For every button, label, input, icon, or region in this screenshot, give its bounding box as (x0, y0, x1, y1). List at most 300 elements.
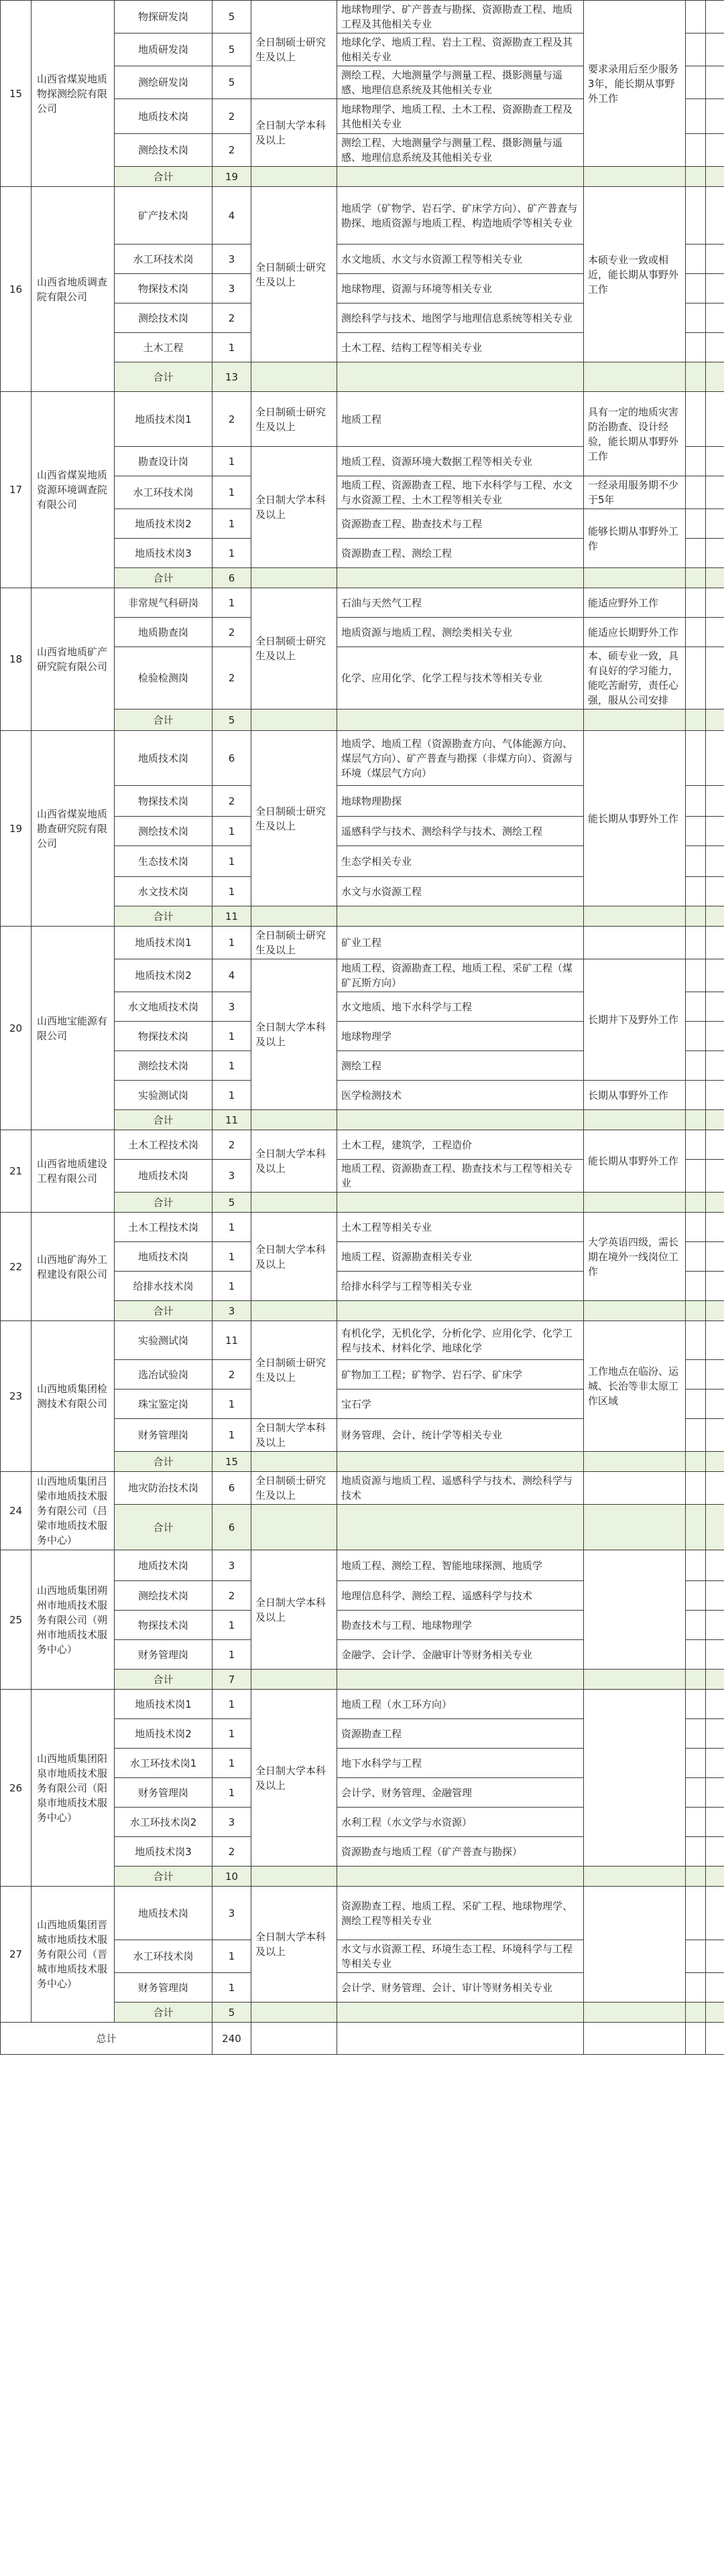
major-requirement: 测绘工程、大地测量学与测量工程、摄影测量与遥感、地理信息系统及其他相关专业 (337, 66, 584, 99)
post-count: 1 (213, 1081, 251, 1110)
blank-cell (706, 1360, 724, 1389)
blank-cell (706, 167, 724, 187)
subtotal-label: 合计 (115, 167, 213, 187)
blank-cell (251, 1867, 337, 1887)
blank-cell (706, 2023, 724, 2055)
post-count: 1 (213, 588, 251, 618)
subtotal-value: 15 (213, 1452, 251, 1472)
post-count: 2 (213, 1837, 251, 1867)
blank-cell (251, 2023, 337, 2055)
post-count: 5 (213, 33, 251, 66)
major-requirement: 地质工程（水工环方向） (337, 1690, 584, 1719)
post-count: 2 (213, 99, 251, 134)
major-requirement: 石油与天然气工程 (337, 588, 584, 618)
group-number: 18 (1, 588, 32, 731)
unit-name: 山西地宝能源有限公司 (32, 927, 115, 1130)
major-requirement: 地球物理学 (337, 1022, 584, 1051)
post-name: 物探技术岗 (115, 1611, 213, 1640)
major-requirement: 矿物加工工程；矿物学、岩石学、矿床学 (337, 1360, 584, 1389)
blank-cell (686, 1081, 706, 1110)
blank-cell (706, 1690, 724, 1719)
major-requirement: 测绘科学与技术、地图学与地理信息系统等相关专业 (337, 303, 584, 333)
post-name: 测绘研发岗 (115, 66, 213, 99)
post-name: 地质技术岗 (115, 1550, 213, 1581)
other-requirement: 长期井下及野外工作 (584, 959, 686, 1081)
post-name: 地质技术岗2 (115, 959, 213, 992)
post-count: 4 (213, 187, 251, 245)
post-name: 水文技术岗 (115, 877, 213, 906)
post-count: 5 (213, 66, 251, 99)
blank-cell (686, 362, 706, 392)
table-row (1, 1, 724, 33)
blank-cell (706, 66, 724, 99)
blank-cell (686, 1778, 706, 1808)
other-requirement: 能适应野外工作 (584, 588, 686, 618)
post-count: 4 (213, 959, 251, 992)
blank-cell (686, 1110, 706, 1130)
blank-cell (686, 1808, 706, 1837)
blank-cell (706, 1389, 724, 1419)
subtotal-value: 13 (213, 362, 251, 392)
blank-cell (686, 1193, 706, 1213)
post-name: 实验测试岗 (115, 1321, 213, 1360)
post-count: 6 (213, 1472, 251, 1505)
blank-cell (686, 1581, 706, 1611)
subtotal-value: 11 (213, 1110, 251, 1130)
subtotal-label: 合计 (115, 568, 213, 588)
blank-cell (686, 1887, 706, 1940)
blank-cell (584, 1867, 686, 1887)
post-count: 3 (213, 1550, 251, 1581)
blank-cell (251, 906, 337, 927)
blank-cell (686, 187, 706, 245)
major-requirement: 地球物理勘探 (337, 786, 584, 817)
post-count: 3 (213, 1808, 251, 1837)
blank-cell (706, 539, 724, 568)
table-row (1, 1690, 724, 1719)
major-requirement: 地质工程、测绘工程、智能地球探测、地质学 (337, 1550, 584, 1581)
other-requirement: 长期从事野外工作 (584, 1081, 686, 1110)
major-requirement: 资源勘查工程、勘查技术与工程 (337, 509, 584, 539)
major-requirement: 土木工程等相关专业 (337, 1213, 584, 1242)
post-name: 物探技术岗 (115, 274, 213, 303)
blank-cell (686, 588, 706, 618)
blank-cell (584, 362, 686, 392)
post-name: 地质技术岗 (115, 731, 213, 786)
blank-cell (706, 134, 724, 167)
subtotal-value: 3 (213, 1301, 251, 1321)
subtotal-label: 合计 (115, 1193, 213, 1213)
post-name: 地质勘查岗 (115, 618, 213, 647)
blank-cell (686, 1690, 706, 1719)
blank-cell (686, 245, 706, 274)
post-count: 2 (213, 1130, 251, 1160)
subtotal-value: 6 (213, 568, 251, 588)
group-number: 20 (1, 927, 32, 1130)
major-requirement: 医学检测技术 (337, 1081, 584, 1110)
blank-cell (706, 709, 724, 731)
unit-name: 山西省煤炭地质勘查研究院有限公司 (32, 731, 115, 927)
education-requirement: 全日制大学本科及以上 (251, 1130, 337, 1193)
grand-total-row (1, 2023, 724, 2055)
blank-cell (706, 959, 724, 992)
blank-cell (686, 2003, 706, 2023)
major-requirement: 资源勘查工程、测绘工程 (337, 539, 584, 568)
education-requirement: 全日制大学本科及以上 (251, 1550, 337, 1670)
post-count: 2 (213, 786, 251, 817)
table-row (1, 1550, 724, 1581)
table-row (1, 1887, 724, 1940)
blank-cell (706, 1213, 724, 1242)
blank-cell (706, 1081, 724, 1110)
blank-cell (686, 1472, 706, 1505)
post-name: 地质技术岗2 (115, 509, 213, 539)
education-requirement: 全日制硕士研究生及以上 (251, 187, 337, 362)
post-count: 3 (213, 1160, 251, 1193)
subtotal-value: 19 (213, 167, 251, 187)
major-requirement: 水文地质、水文与水资源工程等相关专业 (337, 245, 584, 274)
blank-cell (706, 187, 724, 245)
blank-cell (706, 99, 724, 134)
blank-cell (686, 1452, 706, 1472)
other-requirement: 具有一定的地质灾害防治勘查、设计经验，能长期从事野外工作 (584, 392, 686, 476)
post-name: 水工环技术岗1 (115, 1749, 213, 1778)
blank-cell (706, 1472, 724, 1505)
blank-cell (251, 1452, 337, 1472)
subtotal-label: 合计 (115, 709, 213, 731)
blank-cell (706, 1550, 724, 1581)
blank-cell (706, 392, 724, 447)
major-requirement: 地质学（矿物学、岩石学、矿床学方向）、矿产普查与勘探、地质资源与地质工程、构造地质学等相关专业 (337, 187, 584, 245)
education-requirement: 全日制大学本科及以上 (251, 1887, 337, 2003)
blank-cell (706, 362, 724, 392)
blank-cell (686, 2023, 706, 2055)
unit-name: 山西省地质建设工程有限公司 (32, 1130, 115, 1213)
major-requirement: 地质工程、资源勘查工程、勘查技术与工程等相关专业 (337, 1160, 584, 1193)
table-row (1, 927, 724, 959)
blank-cell (337, 167, 584, 187)
major-requirement: 遥感科学与技术、测绘科学与技术、测绘工程 (337, 817, 584, 846)
blank-cell (686, 66, 706, 99)
major-requirement: 地球化学、地质工程、岩土工程、资源勘查工程及其他相关专业 (337, 33, 584, 66)
blank-cell (686, 1242, 706, 1272)
post-name: 非常规气科研岗 (115, 588, 213, 618)
table-row (1, 588, 724, 618)
blank-cell (686, 1719, 706, 1749)
table-row (1, 1321, 724, 1360)
education-requirement: 全日制硕士研究生及以上 (251, 392, 337, 447)
post-count: 2 (213, 1581, 251, 1611)
major-requirement: 资源勘查工程 (337, 1719, 584, 1749)
blank-cell (706, 817, 724, 846)
education-requirement: 全日制大学本科及以上 (251, 447, 337, 568)
post-count: 1 (213, 1272, 251, 1301)
subtotal-label: 合计 (115, 2003, 213, 2023)
blank-cell (706, 1973, 724, 2003)
post-count: 2 (213, 392, 251, 447)
major-requirement: 水文与水资源工程、环境生态工程、环境科学与工程等相关专业 (337, 1940, 584, 1973)
blank-cell (686, 817, 706, 846)
blank-cell (686, 134, 706, 167)
table-row (1, 1130, 724, 1160)
blank-cell (584, 1505, 686, 1550)
blank-cell (706, 1051, 724, 1081)
major-requirement: 土木工程，建筑学，工程造价 (337, 1130, 584, 1160)
major-requirement: 测绘工程 (337, 1051, 584, 1081)
major-requirement: 地质工程 (337, 392, 584, 447)
post-name: 地质技术岗 (115, 99, 213, 134)
major-requirement: 金融学、会计学、金融审计等财务相关专业 (337, 1640, 584, 1670)
post-name: 地灾防治技术岗 (115, 1472, 213, 1505)
blank-cell (706, 568, 724, 588)
blank-cell (706, 731, 724, 786)
subtotal-value: 7 (213, 1670, 251, 1690)
group-number: 15 (1, 1, 32, 187)
blank-cell (686, 303, 706, 333)
blank-cell (706, 1581, 724, 1611)
post-name: 实验测试岗 (115, 1081, 213, 1110)
blank-cell (686, 1160, 706, 1193)
blank-cell (686, 1213, 706, 1242)
major-requirement: 水利工程（水文学与水资源） (337, 1808, 584, 1837)
blank-cell (706, 1611, 724, 1640)
post-count: 1 (213, 333, 251, 362)
post-name: 财务管理岗 (115, 1778, 213, 1808)
table-row (1, 187, 724, 245)
blank-cell (251, 1193, 337, 1213)
post-count: 1 (213, 1719, 251, 1749)
group-number: 22 (1, 1213, 32, 1321)
post-count: 1 (213, 817, 251, 846)
subtotal-value: 6 (213, 1505, 251, 1550)
blank-cell (706, 647, 724, 709)
group-number: 17 (1, 392, 32, 588)
blank-cell (584, 1110, 686, 1130)
education-requirement: 全日制大学本科及以上 (251, 959, 337, 1110)
unit-name: 山西地质集团晋城市地质技术服务有限公司（晋城市地质技术服务中心） (32, 1887, 115, 2023)
blank-cell (686, 1670, 706, 1690)
subtotal-label: 合计 (115, 1301, 213, 1321)
blank-cell (584, 1193, 686, 1213)
post-name: 水文地质技术岗 (115, 992, 213, 1022)
post-name: 勘查设计岗 (115, 447, 213, 476)
blank-cell (706, 846, 724, 877)
blank-cell (706, 245, 724, 274)
blank-cell (686, 167, 706, 187)
other-requirement: 一经录用服务期不少于5年 (584, 476, 686, 509)
major-requirement: 财务管理、会计、统计学等相关专业 (337, 1419, 584, 1452)
major-requirement: 地质工程、资源环境大数据工程等相关专业 (337, 447, 584, 476)
unit-name: 山西地矿海外工程建设有限公司 (32, 1213, 115, 1321)
post-count: 1 (213, 877, 251, 906)
post-name: 测绘技术岗 (115, 303, 213, 333)
blank-cell (686, 1272, 706, 1301)
post-name: 地质技术岗1 (115, 1690, 213, 1719)
blank-cell (706, 1110, 724, 1130)
post-name: 给排水技术岗 (115, 1272, 213, 1301)
post-count: 5 (213, 1, 251, 33)
post-count: 1 (213, 1749, 251, 1778)
blank-cell (337, 1193, 584, 1213)
blank-cell (706, 303, 724, 333)
post-name: 地质技术岗1 (115, 392, 213, 447)
post-count: 1 (213, 1778, 251, 1808)
group-number: 25 (1, 1550, 32, 1690)
blank-cell (686, 274, 706, 303)
blank-cell (706, 1160, 724, 1193)
other-requirement (584, 927, 686, 959)
education-requirement: 全日制大学本科及以上 (251, 1213, 337, 1301)
blank-cell (686, 906, 706, 927)
post-count: 2 (213, 618, 251, 647)
blank-cell (706, 618, 724, 647)
group-number: 16 (1, 187, 32, 392)
blank-cell (337, 906, 584, 927)
other-requirement: 要求录用后至少服务3年，能长期从事野外工作 (584, 1, 686, 167)
blank-cell (706, 1778, 724, 1808)
post-name: 水工环技术岗2 (115, 1808, 213, 1837)
blank-cell (686, 1301, 706, 1321)
blank-cell (686, 709, 706, 731)
blank-cell (584, 568, 686, 588)
blank-cell (706, 1940, 724, 1973)
blank-cell (337, 2023, 584, 2055)
blank-cell (686, 1640, 706, 1670)
blank-cell (337, 1301, 584, 1321)
post-count: 1 (213, 1022, 251, 1051)
blank-cell (686, 927, 706, 959)
post-name: 物探研发岗 (115, 1, 213, 33)
post-count: 3 (213, 992, 251, 1022)
education-requirement: 全日制大学本科及以上 (251, 1690, 337, 1867)
post-name: 测绘技术岗 (115, 817, 213, 846)
subtotal-label: 合计 (115, 906, 213, 927)
subtotal-label: 合计 (115, 1867, 213, 1887)
major-requirement: 给排水科学与工程等相关专业 (337, 1272, 584, 1301)
unit-name: 山西省煤炭地质物探测绘院有限公司 (32, 1, 115, 187)
subtotal-value: 11 (213, 906, 251, 927)
other-requirement: 能适应长期野外工作 (584, 618, 686, 647)
blank-cell (686, 1022, 706, 1051)
other-requirement: 工作地点在临汾、运城、长治等非太原工作区域 (584, 1321, 686, 1452)
post-count: 2 (213, 647, 251, 709)
major-requirement: 化学、应用化学、化学工程与技术等相关专业 (337, 647, 584, 709)
blank-cell (686, 1360, 706, 1389)
blank-cell (686, 1130, 706, 1160)
blank-cell (337, 2003, 584, 2023)
blank-cell (706, 1505, 724, 1550)
post-count: 3 (213, 1887, 251, 1940)
post-count: 3 (213, 274, 251, 303)
other-requirement (584, 1887, 686, 2003)
post-count: 1 (213, 1051, 251, 1081)
subtotal-value: 5 (213, 1193, 251, 1213)
post-count: 1 (213, 1389, 251, 1419)
post-name: 财务管理岗 (115, 1640, 213, 1670)
blank-cell (584, 1452, 686, 1472)
group-number: 26 (1, 1690, 32, 1887)
blank-cell (337, 362, 584, 392)
post-name: 水工环技术岗 (115, 245, 213, 274)
blank-cell (686, 1, 706, 33)
blank-cell (251, 1505, 337, 1550)
post-name: 水工环技术岗 (115, 476, 213, 509)
blank-cell (706, 1452, 724, 1472)
blank-cell (706, 1022, 724, 1051)
post-count: 1 (213, 1213, 251, 1242)
education-requirement: 全日制硕士研究生及以上 (251, 1321, 337, 1419)
post-count: 1 (213, 476, 251, 509)
major-requirement: 水文与水资源工程 (337, 877, 584, 906)
blank-cell (686, 447, 706, 476)
post-count: 6 (213, 731, 251, 786)
post-count: 1 (213, 846, 251, 877)
post-name: 矿产技术岗 (115, 187, 213, 245)
post-count: 1 (213, 1940, 251, 1973)
blank-cell (706, 786, 724, 817)
blank-cell (706, 992, 724, 1022)
major-requirement: 地质资源与地质工程、遥感科学与技术、测绘科学与技术 (337, 1472, 584, 1505)
blank-cell (584, 2023, 686, 2055)
blank-cell (251, 709, 337, 731)
table-row (1, 1472, 724, 1505)
post-count: 1 (213, 1640, 251, 1670)
post-name: 物探技术岗 (115, 1022, 213, 1051)
blank-cell (706, 1867, 724, 1887)
blank-cell (686, 476, 706, 509)
blank-cell (706, 588, 724, 618)
post-name: 地质技术岗3 (115, 1837, 213, 1867)
blank-cell (686, 1505, 706, 1550)
blank-cell (337, 1110, 584, 1130)
subtotal-label: 合计 (115, 1670, 213, 1690)
post-count: 1 (213, 1690, 251, 1719)
blank-cell (686, 1867, 706, 1887)
education-requirement: 全日制硕士研究生及以上 (251, 927, 337, 959)
blank-cell (584, 167, 686, 187)
subtotal-value: 10 (213, 1867, 251, 1887)
post-count: 1 (213, 509, 251, 539)
blank-cell (251, 2003, 337, 2023)
subtotal-label: 合计 (115, 1452, 213, 1472)
post-count: 1 (213, 1419, 251, 1452)
education-requirement: 全日制硕士研究生及以上 (251, 1472, 337, 1505)
post-name: 地质技术岗1 (115, 927, 213, 959)
blank-cell (584, 1670, 686, 1690)
other-requirement (584, 1690, 686, 1867)
subtotal-label: 合计 (115, 1505, 213, 1550)
blank-cell (686, 877, 706, 906)
major-requirement: 生态学相关专业 (337, 846, 584, 877)
blank-cell (686, 1389, 706, 1419)
blank-cell (686, 992, 706, 1022)
major-requirement: 水文地质、地下水科学与工程 (337, 992, 584, 1022)
blank-cell (706, 1301, 724, 1321)
post-name: 测绘技术岗 (115, 1051, 213, 1081)
blank-cell (706, 927, 724, 959)
blank-cell (251, 1110, 337, 1130)
post-name: 水工环技术岗 (115, 1940, 213, 1973)
blank-cell (686, 618, 706, 647)
blank-cell (584, 2003, 686, 2023)
major-requirement: 地球物理、资源与环境等相关专业 (337, 274, 584, 303)
post-name: 土木工程技术岗 (115, 1213, 213, 1242)
education-requirement: 全日制硕士研究生及以上 (251, 588, 337, 709)
unit-name: 山西省地质矿产研究院有限公司 (32, 588, 115, 731)
subtotal-label: 合计 (115, 1110, 213, 1130)
major-requirement: 地质工程、资源勘查工程、地质工程、采矿工程（煤矿瓦斯方向） (337, 959, 584, 992)
blank-cell (686, 99, 706, 134)
